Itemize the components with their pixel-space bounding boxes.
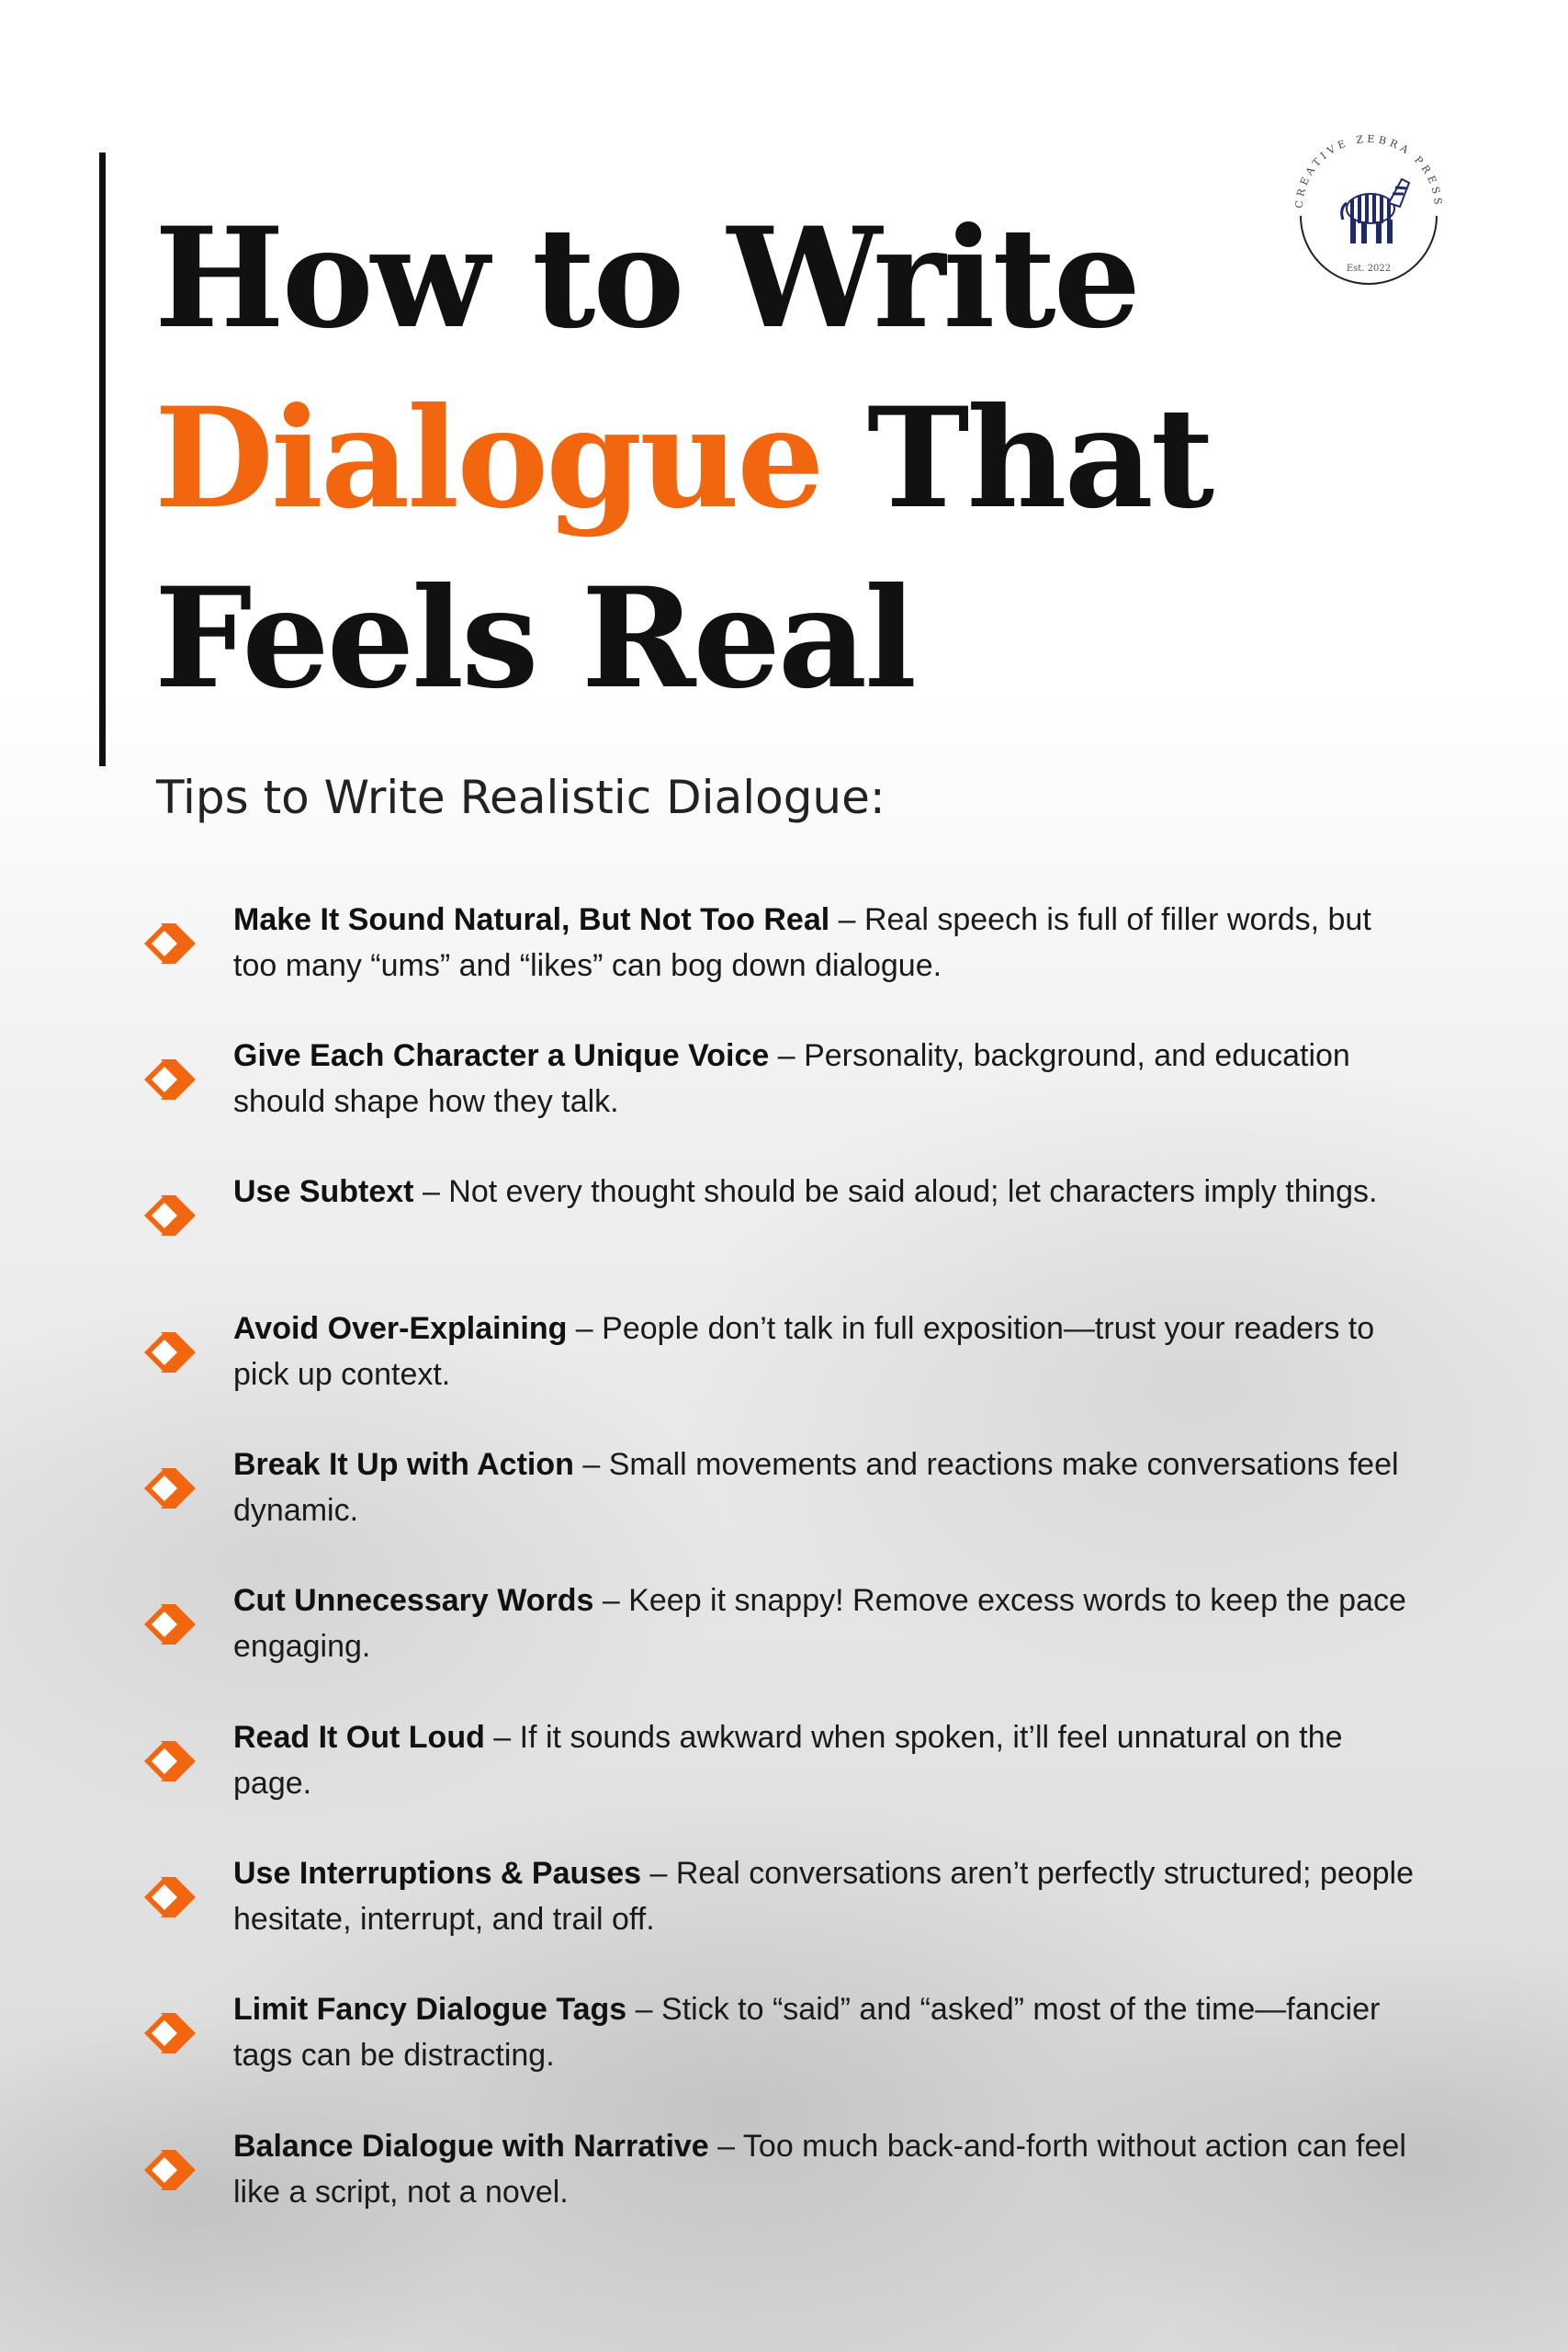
title-accent-bar <box>99 153 106 766</box>
tip-description: – Stick to “said” and “asked” most of the time—fancier tags can be distracting. <box>233 1992 1381 2073</box>
tip-title: Cut Unnecessary Words <box>233 1583 594 1618</box>
tip-text <box>233 1577 1418 1669</box>
logo-graphic <box>1286 124 1451 289</box>
list-item <box>142 1442 1410 1552</box>
tip-text <box>233 897 1418 989</box>
creative-zebra-press-logo <box>1286 124 1451 289</box>
double-chevron-right-icon <box>142 1057 207 1102</box>
list-item <box>142 1169 1410 1279</box>
tip-title: Read It Out Loud <box>233 1720 485 1755</box>
tips-heading: Tips to Write Realistic Dialogue: <box>156 771 886 824</box>
tip-description: – Small movements and reactions make conversations feel dynamic. <box>233 1447 1399 1528</box>
tip-title: Balance Dialogue with Narrative <box>233 2129 709 2164</box>
tip-description: – Personality, background, and education should shape how they talk. <box>233 1038 1350 1119</box>
double-chevron-right-icon <box>142 1329 207 1375</box>
title-line-2 <box>154 368 1212 548</box>
double-chevron-right-icon <box>142 1465 207 1511</box>
tip-text <box>233 1714 1418 1806</box>
list-item <box>142 1306 1410 1416</box>
tip-text <box>233 1986 1418 2078</box>
tip-title: Avoid Over-Explaining <box>233 1311 568 1346</box>
tip-text <box>233 1442 1418 1533</box>
tip-title: Make It Sound Natural, But Not Too Real <box>233 902 830 937</box>
tip-description: – Too much back-and-forth without action can feel like a script, not a novel. <box>233 2129 1406 2210</box>
logo-est-text: Est. 2022 <box>1346 264 1392 274</box>
list-item <box>142 1850 1415 1961</box>
tip-text <box>233 1033 1418 1125</box>
list-item <box>142 2123 1410 2233</box>
double-chevron-right-icon <box>142 1738 207 1784</box>
title-line-3: Feels Real <box>154 558 915 719</box>
list-item <box>142 1033 1410 1143</box>
tip-description: – Real conversations aren’t perfectly structured; people hesitate, interrupt, and trail off. <box>233 1856 1415 1937</box>
tip-text <box>233 2123 1418 2215</box>
tip-description: – Keep it snappy! Remove excess words to keep the pace engaging. <box>233 1583 1406 1664</box>
tip-text <box>233 1850 1418 1942</box>
list-item <box>142 1986 1410 2097</box>
list-item <box>142 1714 1410 1825</box>
double-chevron-right-icon <box>142 1601 207 1647</box>
tip-text <box>233 1169 1418 1215</box>
tip-description: – Real speech is full of filler words, but too many “ums” and “likes” can bog down dialogue. <box>233 902 1371 983</box>
title-highlight: Dialogue <box>154 378 822 539</box>
tip-title: Limit Fancy Dialogue Tags <box>233 1992 627 2027</box>
logo-ring-text: CREATIVE ZEBRA PRESS <box>1292 132 1445 209</box>
tip-title: Use Subtext <box>233 1174 414 1209</box>
double-chevron-right-icon <box>142 2147 207 2193</box>
tip-description: – People don’t talk in full exposition—trust your readers to pick up context. <box>233 1311 1375 1392</box>
zebra-icon <box>1342 179 1409 243</box>
tip-description: – If it sounds awkward when spoken, it’ll feel unnatural on the page. <box>233 1720 1343 1801</box>
double-chevron-right-icon <box>142 1874 207 1920</box>
page-title <box>154 188 1212 729</box>
tip-title: Break It Up with Action <box>233 1447 574 1482</box>
title-line-1: How to Write <box>154 198 1139 359</box>
double-chevron-right-icon <box>142 921 207 967</box>
title-line-2-rest: That <box>821 378 1213 539</box>
tip-title: Give Each Character a Unique Voice <box>233 1038 770 1073</box>
double-chevron-right-icon <box>142 1193 207 1238</box>
list-item <box>142 897 1410 1007</box>
tip-description: – Not every thought should be said aloud; let characters imply things. <box>413 1174 1378 1209</box>
tip-title: Use Interruptions & Pauses <box>233 1856 642 1891</box>
double-chevron-right-icon <box>142 2010 207 2056</box>
list-item <box>142 1577 1410 1688</box>
tip-text <box>233 1306 1418 1397</box>
